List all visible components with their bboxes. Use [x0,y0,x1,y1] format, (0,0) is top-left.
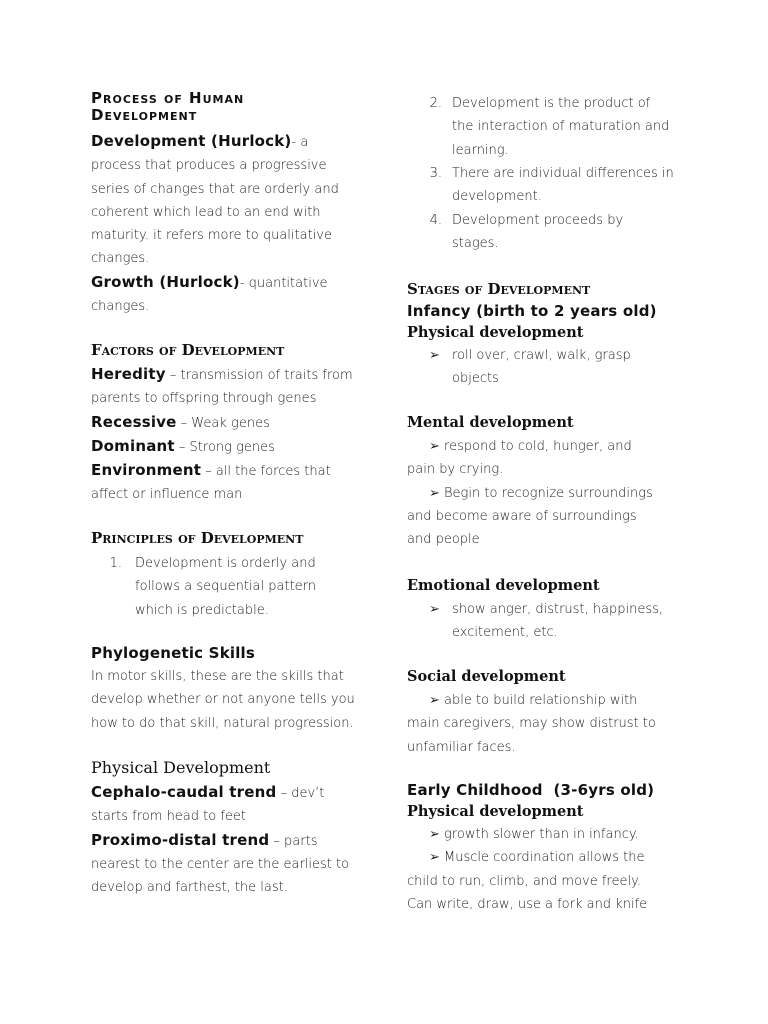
principle-number: 3. [429,166,442,181]
infancy-social-bullet [407,689,707,759]
dominant-term: Dominant [91,436,175,455]
bullet-arrow-icon: ➢ [429,693,440,708]
principle-line: learning. [452,142,509,158]
cephalo-term: Cephalo-caudal trend [91,783,277,801]
phylo-line: In motor skills, these are the skills that [91,669,344,684]
bullet-line: Muscle coordination allows the [444,850,645,866]
infancy-emotional-heading: Emotional development [407,577,600,594]
principle-line: the interaction of maturation and [452,119,670,135]
infancy-heading: Infancy (birth to 2 years old) [407,302,657,320]
infancy-mental-bullets [407,435,707,551]
bullet-line: objects [452,371,499,387]
phylo-line: develop whether or not anyone tells you [91,692,355,708]
bullet-line: unfamiliar faces. [407,739,516,755]
proximo-text: – parts [269,833,318,849]
principle-line: There are individual differences in [452,166,674,181]
environment-term: Environment [91,461,202,480]
bullet-line: child to run, climb, and move freely. [407,873,642,889]
infancy-social-heading: Social development [407,668,566,685]
principle-line: Development is the product of [452,96,651,111]
principles-heading: Principles of Development [91,529,304,547]
early-childhood-heading: Early Childhood (3-6yrs old) [407,781,655,799]
bullet-line: growth slower than in infancy. [444,827,639,842]
heredity-line: parents to offspring through genes [91,391,317,407]
bullet-line: able to build relationship with [444,693,638,708]
phylogenetic-text [91,665,381,735]
principle-line: development. [452,189,542,205]
principle-line: stages. [452,236,499,252]
principle-number: 1. [109,556,122,571]
bullet-line: and people [407,532,480,548]
proximo-term: Proximo-distal trend [91,830,270,849]
bullet-line: respond to cold, hunger, and [444,439,632,454]
growth-term: Growth (Hurlock) [91,272,240,291]
phylo-line: how to do that skill, natural progression. [91,715,354,731]
early-physical-heading: Physical development [407,803,584,820]
bullet-arrow-icon: ➢ [429,602,440,617]
physical-development-heading: Physical Development [91,758,271,777]
bullet-line: pain by crying. [407,462,504,478]
heredity-text: – transmission of traits from [165,368,353,383]
development-line: coherent which lead to an end with [91,204,321,220]
principle-number: 2. [429,96,442,111]
principle-line: Development is orderly and [135,556,316,571]
cephalo-text: – dev’t [276,786,325,801]
bullet-arrow-icon: ➢ [429,850,440,866]
page-title: Process of Human Development [91,89,245,124]
dominant-text: – Strong genes [174,439,275,455]
development-line: changes. [91,251,150,267]
bullet-line: main caregivers, may show distrust to [407,716,656,732]
environment-line: affect or influence man [91,487,243,503]
development-definition [91,130,381,318]
factors-heading: Factors of Development [91,341,285,359]
bullet-arrow-icon: ➢ [429,827,440,842]
bullet-line: Begin to recognize surroundings [444,485,653,501]
factors-list [91,363,381,507]
development-line: process that produces a progressive [91,158,327,174]
proximo-line: nearest to the center are the earliest to [91,856,350,872]
early-physical-bullets [407,823,707,916]
principle-number: 4. [429,213,442,228]
heredity-term: Heredity [91,365,166,383]
environment-text: – all the forces that [201,464,331,480]
bullet-arrow-icon: ➢ [429,439,440,454]
infancy-physical-heading: Physical development [407,324,584,341]
principle-line: follows a sequential pattern [135,579,317,595]
development-line: series of changes that are orderly and [91,181,339,197]
development-text: - a [291,135,309,150]
bullet-line: Can write, draw, use a fork and knife [407,896,648,912]
stages-heading: Stages of Development [407,280,591,298]
infancy-mental-heading: Mental development [407,414,574,431]
phylogenetic-heading: Phylogenetic Skills [91,644,256,662]
recessive-term: Recessive [91,412,177,431]
cephalo-line: starts from head to feet [91,809,247,825]
development-line: maturity. it refers more to qualitative [91,228,332,244]
bullet-line: and become aware of surroundings [407,508,637,524]
growth-line: changes. [91,299,150,315]
physical-development-list [91,781,381,899]
principle-line: which is predictable. [135,602,269,618]
bullet-line: show anger, distrust, happiness, [452,602,664,617]
growth-text: - quantitative [239,275,328,291]
bullet-line: excitement, etc. [452,625,558,641]
bullet-arrow-icon: ➢ [429,485,440,501]
bullet-arrow-icon: ➢ [429,348,440,363]
recessive-text: – Weak genes [176,415,270,431]
bullet-line: roll over, crawl, walk, grasp [452,348,631,363]
proximo-line: develop and farthest, the last. [91,880,288,896]
principle-line: Development proceeds by [452,213,624,228]
development-term: Development (Hurlock) [91,132,292,150]
